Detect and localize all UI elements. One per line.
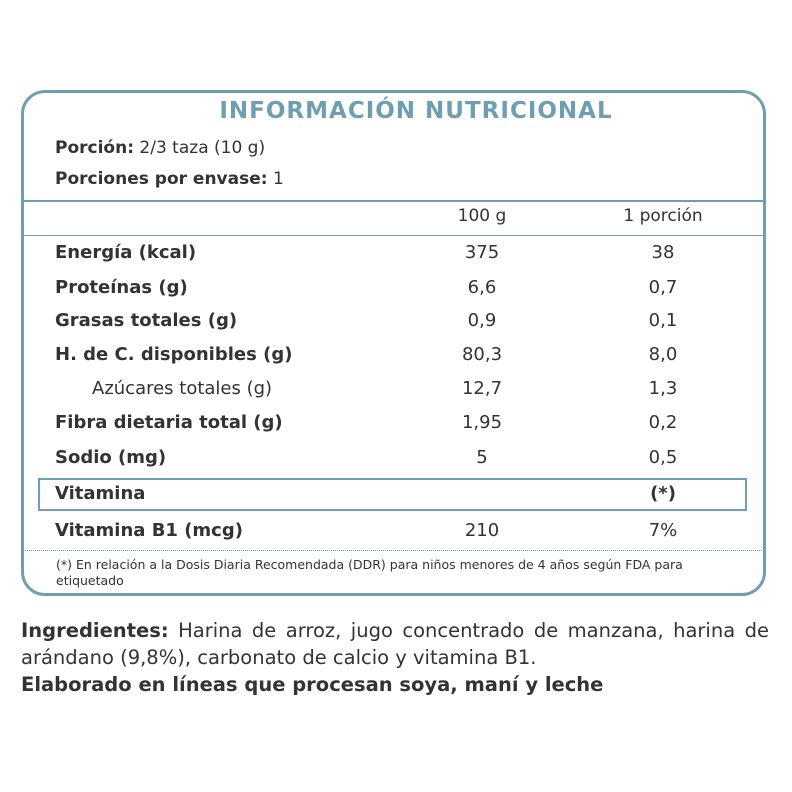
row-value-portion: 0,5	[648, 447, 678, 468]
row-value-100g: 0,9	[467, 310, 497, 331]
per-pack-value: 1	[272, 169, 284, 189]
row-label: Sodio (mg)	[55, 447, 167, 468]
row-value-100g: 210	[464, 520, 500, 541]
row-value-100g: 1,95	[461, 412, 503, 433]
row-value-portion: 7%	[648, 520, 678, 541]
row-value-100g: 12,7	[461, 378, 503, 399]
table-row	[0, 520, 792, 548]
footnote: (*) En relación a la Dosis Diaria Recomendada (DDR) para niños menores de 4 años según FDA para etiquetado	[56, 557, 683, 588]
table-row	[0, 310, 792, 338]
column-header-portion: 1 porción	[623, 206, 703, 226]
table-row	[0, 378, 792, 406]
divider-header-bottom	[23, 235, 764, 236]
row-value-100g: 80,3	[461, 344, 503, 365]
table-row	[0, 277, 792, 305]
serving-portion	[55, 138, 265, 158]
vitamin-header-ddr: (*)	[650, 483, 676, 504]
allergen-statement: Elaborado en líneas que procesan soya, maní y leche	[21, 673, 604, 696]
vitamin-header-row	[0, 483, 792, 511]
ingredients-text: Harina de arroz, jugo concentrado de manzana, harina de arándano (9,8%), carbonato de calcio y vitamina B1.	[21, 619, 769, 669]
portion-value: 2/3 taza (10 g)	[139, 138, 266, 158]
portion-label: Porción:	[55, 138, 135, 158]
row-label: Vitamina B1 (mcg)	[55, 520, 243, 541]
row-value-100g: 375	[464, 242, 500, 263]
divider-header-top	[23, 200, 764, 202]
row-label: Azúcares totales (g)	[92, 378, 273, 399]
row-value-portion: 1,3	[648, 378, 678, 399]
table-row	[0, 242, 792, 270]
row-value-portion: 0,7	[648, 277, 678, 298]
row-label: Energía (kcal)	[55, 242, 197, 263]
ingredients-block	[21, 617, 769, 698]
row-label: Fibra dietaria total (g)	[55, 412, 283, 433]
row-value-portion: 0,2	[648, 412, 678, 433]
row-value-portion: 8,0	[648, 344, 678, 365]
row-value-100g: 6,6	[467, 277, 497, 298]
table-row	[0, 344, 792, 372]
ingredients-label: Ingredientes:	[21, 619, 169, 642]
row-value-portion: 38	[651, 242, 675, 263]
divider-footnote	[23, 550, 764, 551]
panel-title: INFORMACIÓN NUTRICIONAL	[219, 98, 613, 124]
vitamin-header-label: Vitamina	[55, 483, 146, 504]
table-row	[0, 412, 792, 440]
row-label: Proteínas (g)	[55, 277, 188, 298]
column-header-100g: 100 g	[457, 206, 507, 226]
table-row	[0, 447, 792, 475]
serving-per-pack	[55, 169, 284, 189]
row-label: Grasas totales (g)	[55, 310, 238, 331]
row-label: H. de C. disponibles (g)	[55, 344, 293, 365]
per-pack-label: Porciones por envase:	[55, 169, 268, 189]
row-value-portion: 0,1	[648, 310, 678, 331]
row-value-100g: 5	[476, 447, 488, 468]
